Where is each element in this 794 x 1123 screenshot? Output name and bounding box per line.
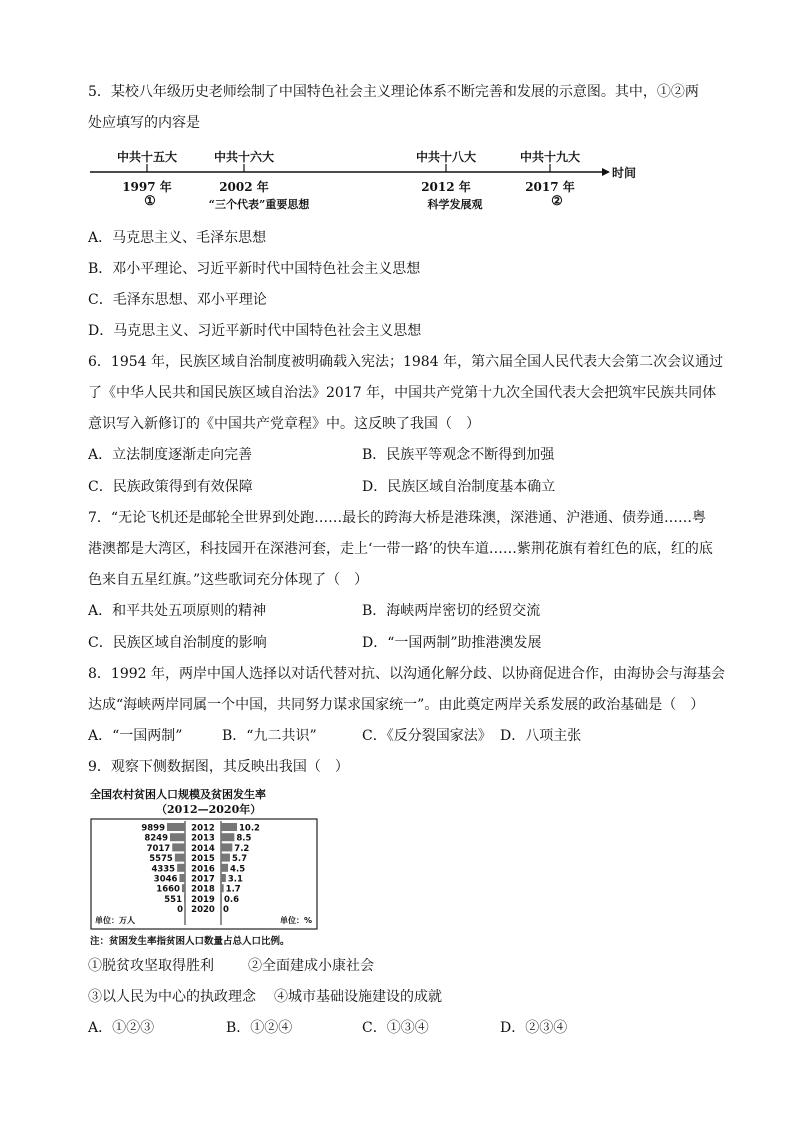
label-year: 2014 [191,843,215,854]
label-year: 2016 [191,864,215,875]
q6-option-d[interactable]: D．民族区域自治制度基本确立 [362,479,556,495]
timeline-congress-16: 中共十六大 [213,150,275,164]
q8-stem-line1: 8．1992 年，两岸中国人选择以对话代替对抗、以沟通化解分歧、以协商促进合作，由海协会与海基会 [88,666,725,682]
q7-stem-line2: 港澳都是大湾区，科技园开在深港河套，走上‘一带一路’的快车道……紫荆花旗有着红色的底，红的底 [88,541,713,557]
poverty-chart [90,818,320,932]
bar-poverty-rate [221,833,234,841]
label-year: 2012 [191,823,215,834]
timeline-blank-2: ② [551,194,563,209]
timeline-note-three-represents: “三个代表”重要思想 [208,198,310,211]
q9-option-d[interactable]: D．②③④ [500,1020,568,1036]
q6-option-a[interactable]: A．立法制度逐渐走向完善 [88,447,253,463]
bar-population [175,854,185,862]
q6-stem-line2: 了《中华人民共和国民族区域自治法》2017 年，中国共产党第十九次全国代表大会把筑牢民族共同体 [88,385,717,401]
q9-option-b[interactable]: B．①②④ [226,1020,293,1036]
bar-poverty-rate [221,823,237,831]
bar-population [170,833,185,841]
bar-population [172,843,185,851]
label-rate-value: 1.7 [225,884,241,895]
bar-population [182,884,185,892]
label-population-value: 5575 [149,854,173,865]
timeline-congress-15: 中共十五大 [116,150,178,164]
bar-poverty-rate [221,884,224,892]
q7-option-b[interactable]: B．海峡两岸密切的经贸交流 [362,603,541,619]
q8-option-c[interactable]: C．《反分裂国家法》 [362,728,492,744]
label-year: 2018 [191,884,215,895]
timeline-year-2002: 2002 年 [219,180,269,194]
label-rate-value: 4.5 [230,864,246,875]
q8-option-a[interactable]: A．“一国两制” [88,728,183,744]
q6-stem-line3: 意识写入新修订的《中国共产党章程》中。这反映了我国（ ） [88,416,480,432]
bar-population [179,874,185,882]
q9-option-a[interactable]: A．①②③ [88,1020,155,1036]
label-year: 2017 [191,874,215,885]
bar-population [184,894,185,902]
timeline-blank-1: ① [144,194,156,209]
timeline-congress-19: 中共十九大 [519,150,581,164]
timeline-year-1997: 1997 年 [122,180,172,194]
timeline-year-2017: 2017 年 [525,180,575,194]
label-year: 2020 [191,905,215,916]
timeline-year-2012: 2012 年 [421,180,471,194]
q9-option-c[interactable]: C．①③④ [362,1020,429,1036]
bar-population [167,823,185,831]
q9-stem: 9．观察下侧数据图，其反映出我国（ ） [88,759,349,775]
q7-stem-line1: 7．“无论飞机还是邮轮全世界到处跑……最长的跨海大桥是港珠澳，深港通、沪港通、债券通……粤 [88,510,707,526]
q6-stem-line1: 6．1954 年，民族区域自治制度被明确载入宪法；1984 年，第六届全国人民代表大会第二次会议通过 [88,354,724,370]
q5-stem-line2: 处应填写的内容是 [88,115,200,131]
label-year: 2015 [191,854,215,865]
q9-statement-1: ①脱贫攻坚取得胜利 [88,958,214,974]
label-population-value: 7017 [146,843,171,854]
chart-subtitle: （2012—2020年） [156,803,262,816]
q7-option-d[interactable]: D．“一国两制”助推港澳发展 [362,635,542,651]
label-population-value: 9899 [141,823,165,834]
q6-option-b[interactable]: B．民族平等观念不断得到加强 [362,447,555,463]
q5-option-c[interactable]: C．毛泽东思想、邓小平理论 [88,292,267,308]
q8-option-b[interactable]: B．“九二共识” [222,728,317,744]
bar-poverty-rate [221,874,226,882]
label-population-value: 0 [177,905,183,916]
label-population-value: 4335 [151,864,176,875]
q5-option-b[interactable]: B．邓小平理论、习近平新时代中国特色社会主义思想 [88,261,421,277]
label-rate-value: 0.6 [223,894,240,905]
label-rate-value: 3.1 [227,874,243,885]
q5-stem-line1: 5．某校八年级历史老师绘制了中国特色社会主义理论体系不断完善和发展的示意图。其中，①②两 [88,84,699,100]
label-population-value: 551 [164,894,182,905]
q5-timeline [0,0,794,230]
bar-population [177,864,185,872]
bar-poverty-rate [221,843,232,851]
label-year: 2013 [191,833,215,844]
q9-statement-4: ④城市基础设施建设的成就 [274,989,442,1005]
q5-option-a[interactable]: A．马克思主义、毛泽东思想 [88,230,267,246]
q8-option-d[interactable]: D．八项主张 [500,728,582,744]
bar-poverty-rate [221,864,228,872]
timeline-note-scientific-outlook: 科学发展观 [427,198,483,211]
chart-note: 注：贫困发生率指贫困人口数量占总人口比例。 [90,936,290,947]
unit-right-label: 单位：% [279,916,312,925]
q9-statement-3: ③以人民为中心的执政理念 [88,989,256,1005]
bar-poverty-rate [221,854,230,862]
q6-option-c[interactable]: C．民族政策得到有效保障 [88,479,253,495]
unit-left-label: 单位：万人 [95,916,135,925]
label-rate-value: 10.2 [239,823,260,834]
label-population-value: 8249 [144,833,169,844]
label-rate-value: 0 [223,905,229,916]
q8-stem-line2: 达成“海峡两岸同属一个中国，共同努力谋求国家统一”。由此奠定两岸关系发展的政治基础是（ ） [88,697,705,713]
q7-option-c[interactable]: C．民族区域自治制度的影响 [88,635,267,651]
label-rate-value: 8.5 [236,833,252,844]
q9-statement-2: ②全面建成小康社会 [248,958,374,974]
q7-option-a[interactable]: A．和平共处五项原则的精神 [88,603,267,619]
bar-poverty-rate [221,894,222,902]
label-population-value: 1660 [156,884,180,895]
label-rate-value: 5.7 [231,854,248,865]
chart-title: 全国农村贫困人口规模及贫困发生率 [90,788,266,801]
label-year: 2019 [191,894,215,905]
label-rate-value: 7.2 [234,843,250,854]
label-population-value: 3046 [153,874,178,885]
timeline-arrowhead [602,168,610,176]
timeline-congress-18: 中共十八大 [415,150,477,164]
q7-stem-line3: 色来自五星红旗。”这些歌词充分体现了（ ） [88,572,369,588]
timeline-axis [0,0,794,230]
timeline-arrow-label: 时间 [611,166,637,180]
q5-option-d[interactable]: D．马克思主义、习近平新时代中国特色社会主义思想 [88,323,422,339]
